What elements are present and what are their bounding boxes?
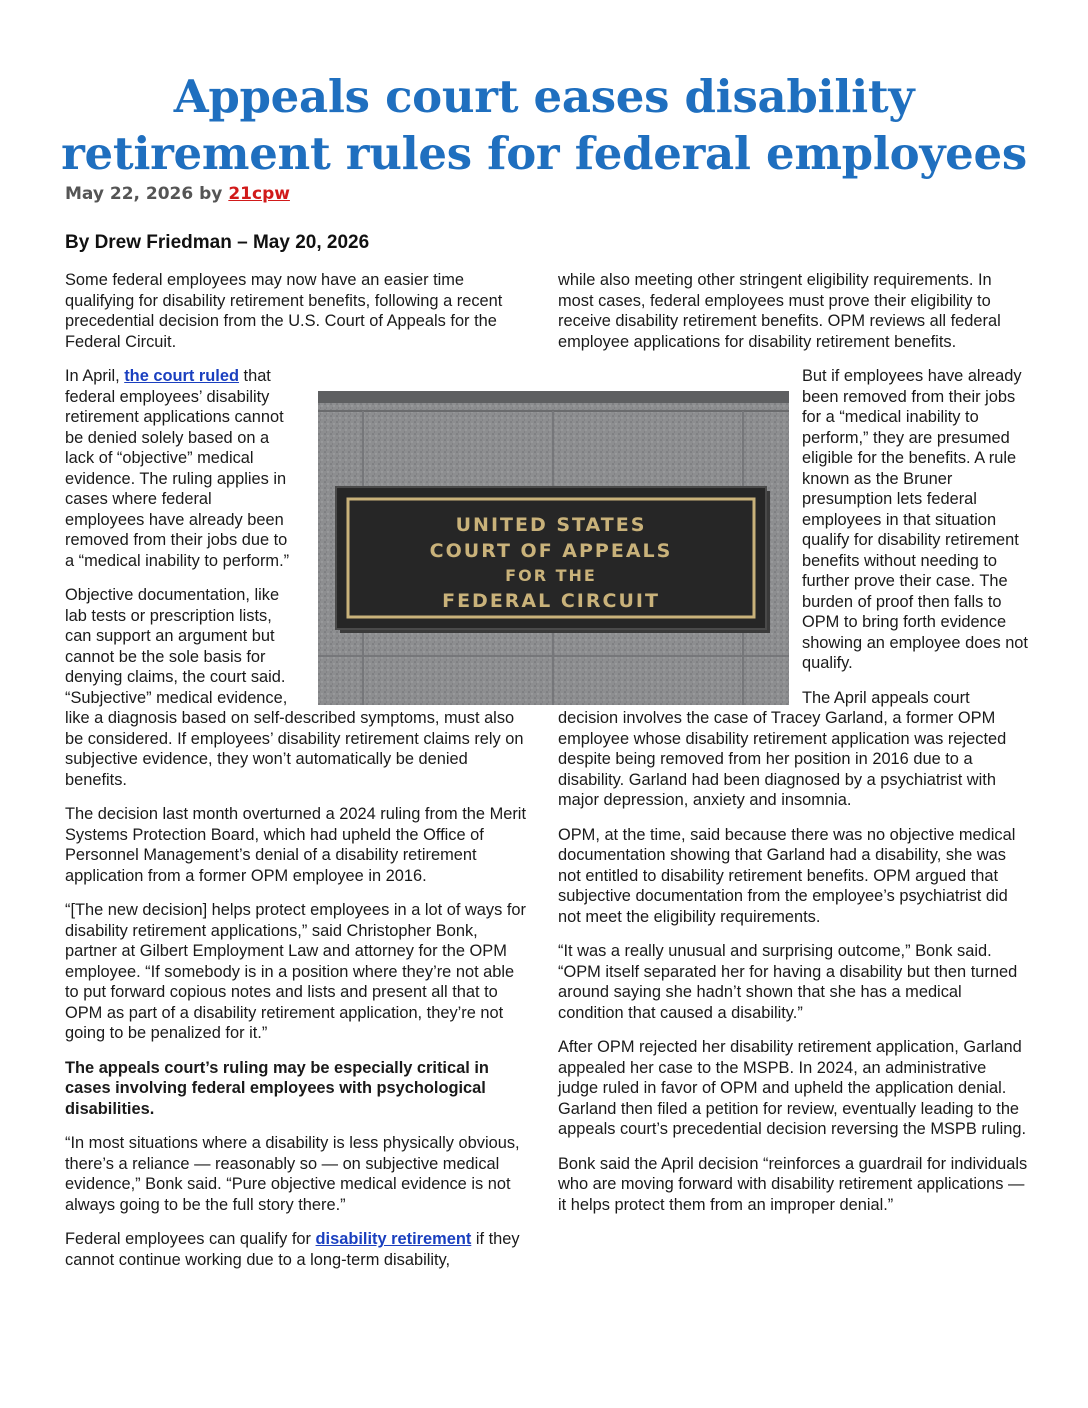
text-run: But if employees have already been removed from their jobs for a “medical inability to perform,” they are presumed eligible for the benefits. A rule known as the Bruner presumption lets federal employees in that situation qualify for disability retirement benefits without needing to further prove their case. The burden of proof then falls to OPM to bring forth evidence showing an employee does not qualify. [802, 367, 1028, 672]
plaque-line-2: COURT OF APPEALS [429, 540, 673, 562]
paragraph: The April appeals court decision involves the case of Tracey Garland, a former OPM employee whose disability retirement application was rejected despite being removed from her position in 2016 due to a disability. Garland had been diagnosed by a psychiatrist with major depression, anxiety and insomnia. [558, 688, 1007, 809]
article-title: Appeals court eases disability retirement rules for federal employees [61, 70, 1027, 180]
paragraph: “In most situations where a disability is less physically obvious, there’s a reliance — reasonably so — on subjective medical evidence,” Bonk said. “Pure objective medical evidence is not always going to be the full story there.” [65, 1134, 520, 1214]
paragraph: “[The new decision] helps protect employees in a lot of ways for disability retirement applications,” said Christopher Bonk, partner at Gilbert Employment Law and attorney for the OPM employee. “If somebody is in a position where they’re not able to put forward copious notes and lists and present all that to OPM as part of a disability retirement application, they’re not going to be penalized for it.” [65, 901, 526, 1042]
court-ruled-link[interactable]: the court ruled [124, 367, 239, 385]
subheading-paragraph: The appeals court’s ruling may be especially critical in cases involving federal employees with psychological disabilities. [65, 1058, 489, 1118]
plaque-line-4: FEDERAL CIRCUIT [442, 590, 660, 612]
text-run: In April, [65, 367, 125, 385]
paragraph: while also meeting other stringent eligibility requirements. In most cases, federal employees must prove their eligibility to receive disability retirement benefits. OPM reviews all federal employee applications for disability retirement benefits. [558, 271, 1001, 351]
paragraph: Objective documentation, like lab tests or prescription lists, can support an argument but cannot be the sole basis for denying claims, the court said. “Subjective” medical evidence, like a diagnosis based on self-described symptoms, must also be considered. If employees’ disability retirement claims rely on subjective evidence, they won’t automatically be denied benefits. [65, 586, 524, 789]
author-line: By Drew Friedman – May 20, 2026 [65, 232, 370, 253]
post-meta [65, 184, 290, 204]
paragraph: The decision last month overturned a 2024 ruling from the Merit Systems Protection Board, which had upheld the Office of Personnel Management’s denial of a disability retirement application from a former OPM employee in 2016. [65, 805, 526, 885]
text-run: that federal employees’ disability retirement applications cannot be denied solely based on a lack of “objective” medical evidence. The ruling applies in cases where federal employees have already been removed from their jobs due to a “medical inability to perform.” [65, 367, 290, 570]
paragraph: OPM, at the time, said because there was no objective medical documentation showing that Garland had a disability, she was not entitled to disability retirement benefits. OPM argued that subjective documentation from the employee’s psychiatrist did not meet the eligibility requirements. [558, 825, 1016, 926]
by-word: by [199, 184, 223, 204]
paragraph [65, 1229, 527, 1270]
paragraph: Some federal employees may now have an easier time qualifying for disability retirement benefits, following a recent precedential decision from the U.S. Court of Appeals for the Federal Circuit. [65, 271, 503, 351]
paragraph: After OPM rejected her disability retirement application, Garland appealed her case to the MSPB. In 2024, an administrative judge ruled in favor of OPM and upheld the application denial. Garland then filed a petition for review, eventually leading to the appeals court’s precedential decision reversing the MSPB ruling. [558, 1038, 1026, 1138]
post-date: May 22, 2026 [65, 184, 194, 204]
paragraph: “It was a really unusual and surprising outcome,” Bonk said. “OPM itself separated her for having a disability but then turned around saying she hadn’t shown that she has a medical condition that caused a disability.” [558, 942, 1018, 1022]
plaque-image [318, 391, 789, 705]
paragraph: Bonk said the April decision “reinforces a guardrail for individuals who are moving forward with disability retirement applications — it helps protect them from an improper denial.” [558, 1154, 1028, 1214]
court-plaque-photo [318, 391, 789, 705]
text-run: Federal employees can qualify for [65, 1230, 316, 1248]
disability-retirement-link[interactable]: disability retirement [315, 1230, 472, 1248]
author-link[interactable]: 21cpw [228, 184, 290, 204]
text-run: if they cannot continue working due to a long-term disability, [65, 1230, 520, 1269]
plaque-line-3: FOR THE [505, 566, 597, 585]
plaque-line-1: UNITED STATES [455, 514, 647, 536]
